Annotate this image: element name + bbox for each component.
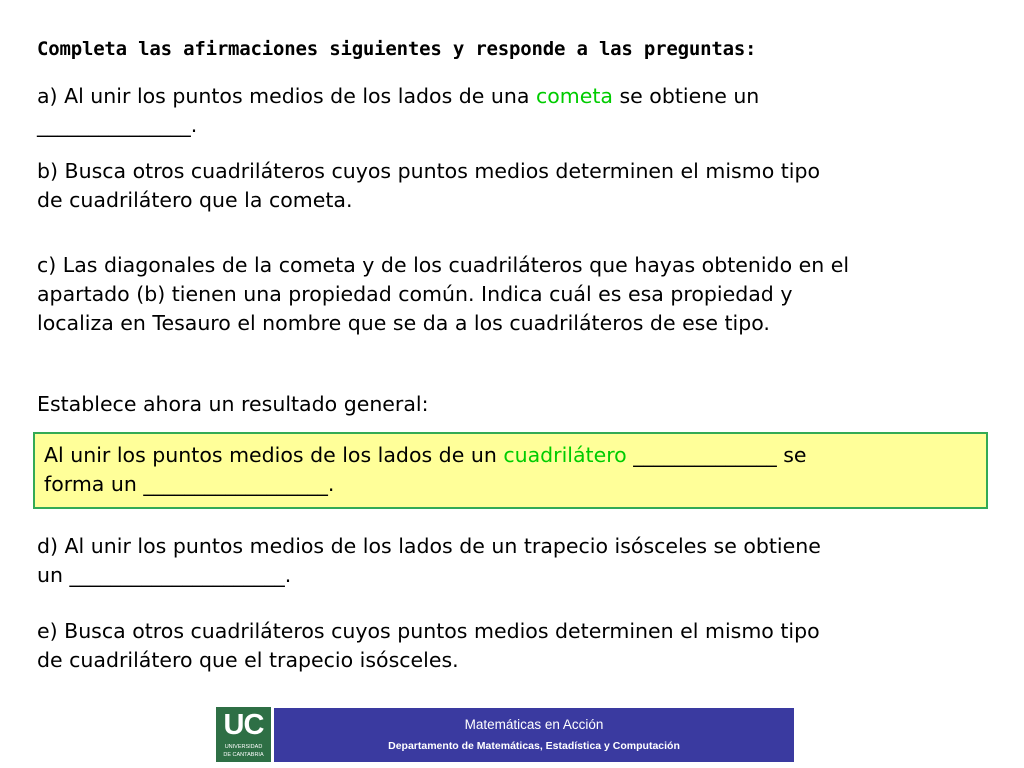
- logo-sub1: UNIVERSIDAD: [224, 744, 263, 750]
- logo-sub2: DE CANTABRIA: [223, 752, 264, 758]
- footer-subtitle: Departamento de Matemáticas, Estadística y Computación: [388, 740, 680, 752]
- footer-banner: [274, 708, 794, 762]
- item-d-line2: un _____________________.: [37, 563, 292, 587]
- item-b: [37, 157, 972, 215]
- box-text-after: ______________ se: [626, 443, 807, 467]
- item-c-line1: c) Las diagonales de la cometa y de los cuadriláteros que hayas obtenido en el: [37, 253, 850, 277]
- item-a: [37, 82, 972, 140]
- item-b-line1: b) Busca otros cuadriláteros cuyos puntos medios determinen el mismo tipo: [37, 159, 821, 183]
- item-d-line1: d) Al unir los puntos medios de los lados de un trapecio isósceles se obtiene: [37, 534, 821, 558]
- item-e-line2: de cuadrilátero que el trapecio isósceles.: [37, 648, 459, 672]
- page-heading: Completa las afirmaciones siguientes y responde a las preguntas:: [37, 38, 757, 60]
- item-e: [37, 617, 972, 675]
- item-a-text-after: se obtiene un: [612, 84, 760, 108]
- logo-uc-text: UC: [223, 709, 264, 741]
- item-a-highlight: cometa: [535, 84, 613, 108]
- footer-title: Matemáticas en Acción: [464, 717, 604, 732]
- box-line2: forma un __________________.: [44, 472, 335, 496]
- item-a-blank: _______________.: [37, 113, 198, 137]
- item-e-line1: e) Busca otros cuadriláteros cuyos puntos medios determinen el mismo tipo: [37, 619, 820, 643]
- university-logo: [216, 707, 271, 762]
- box-line1: [44, 441, 986, 470]
- item-b-line2: de cuadrilátero que la cometa.: [37, 188, 353, 212]
- general-result-label: [37, 390, 972, 419]
- item-a-text: a) Al unir los puntos medios de los lados de una: [37, 84, 536, 108]
- box-text: Al unir los puntos medios de los lados de un: [44, 443, 504, 467]
- general-result-text: Establece ahora un resultado general:: [37, 392, 429, 416]
- item-a-line1: [37, 82, 972, 111]
- box-highlight: cuadrilátero: [503, 443, 627, 467]
- general-result-box: [33, 432, 988, 509]
- item-c: [37, 251, 972, 338]
- item-c-line3: localiza en Tesauro el nombre que se da a los cuadriláteros de ese tipo.: [37, 311, 770, 335]
- item-d: [37, 532, 972, 590]
- item-c-line2: apartado (b) tienen una propiedad común. Indica cuál es esa propiedad y: [37, 282, 793, 306]
